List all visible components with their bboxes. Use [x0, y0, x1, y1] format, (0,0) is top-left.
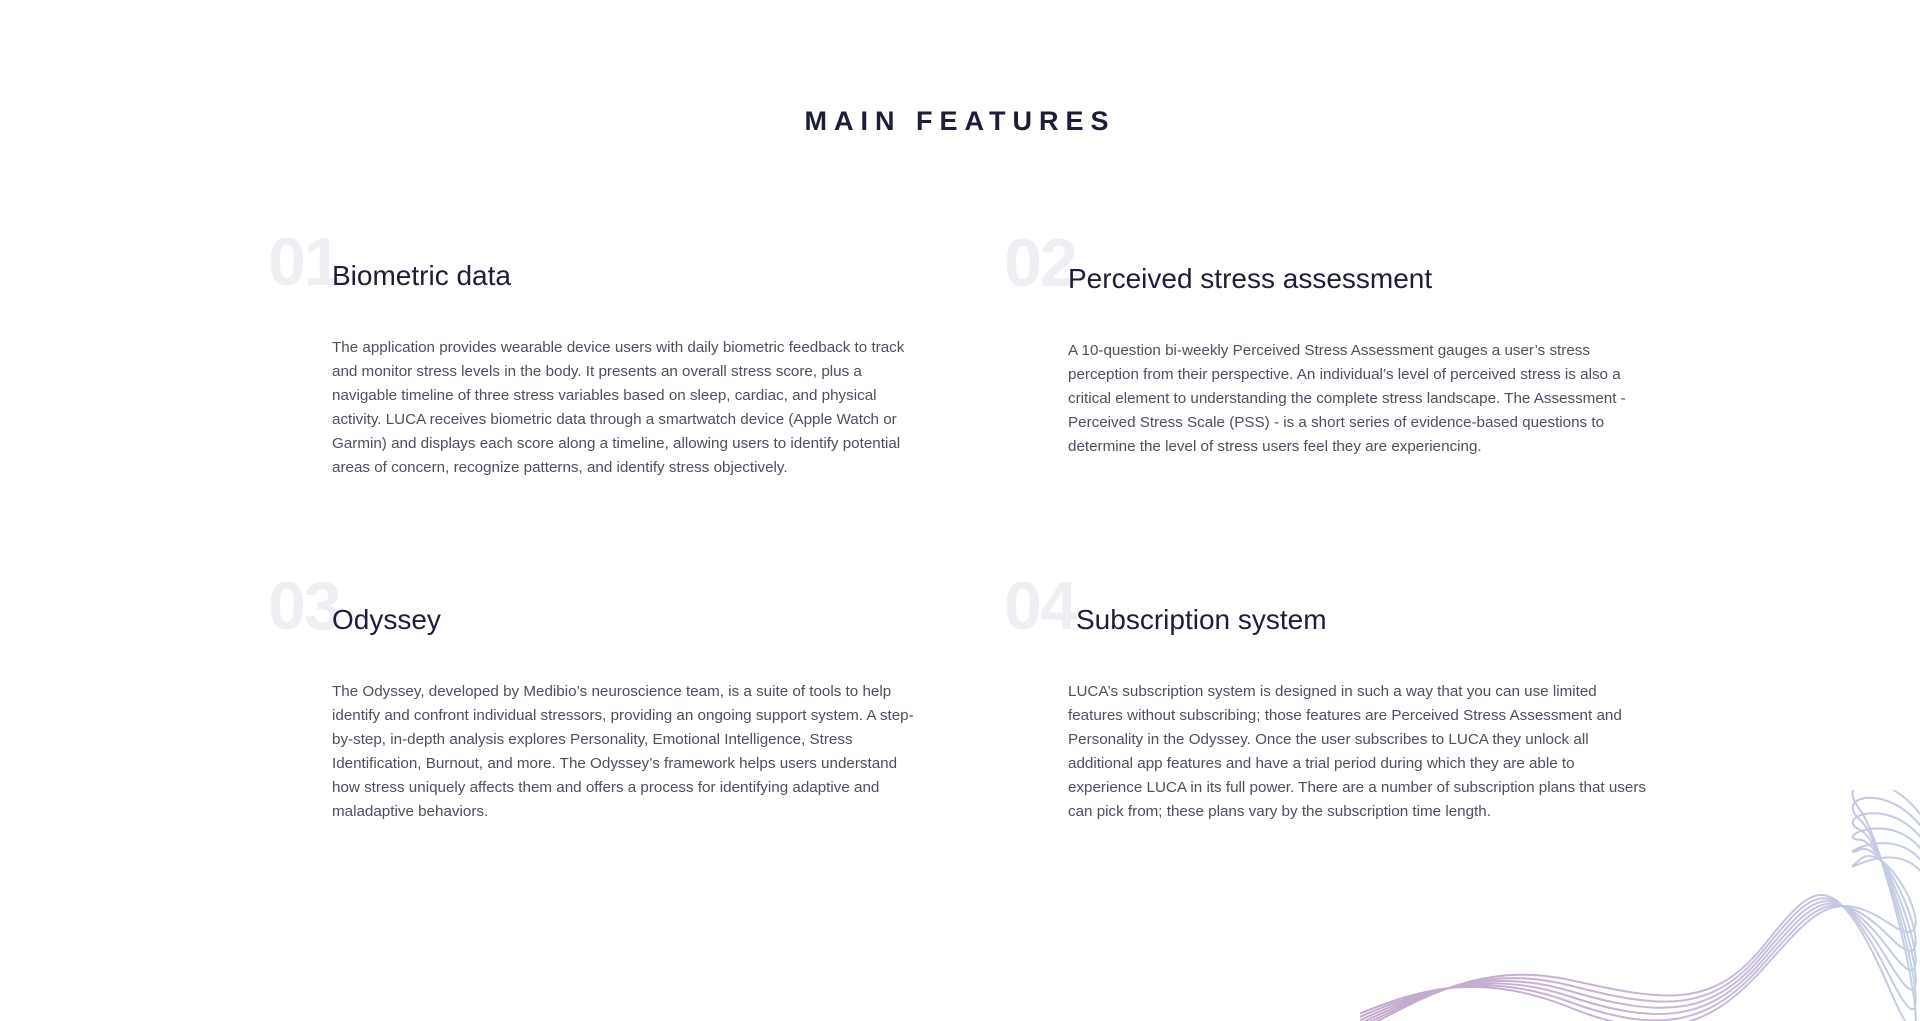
feature-number: 04 — [1004, 568, 1076, 644]
feature-perceived-stress-assessment — [1004, 225, 1626, 529]
feature-odyssey — [268, 568, 914, 872]
feature-number: 03 — [268, 568, 340, 644]
feature-description: The application provides wearable device users with daily biometric feedback to track and monitor stress levels in the body. It presents an overall stress score, plus a navigable timeline of three stress variables based on sleep, cardiac, and physical activity. LUCA receives biometric data through a smartwatch device (Apple Watch or Garmin) and displays each score along a timeline, allowing users to identify potential areas of concern, recognize patterns, and identify stress objectively. — [332, 339, 905, 476]
feature-biometric-data — [268, 224, 905, 528]
feature-title: Odyssey — [332, 604, 441, 635]
wave-lines — [1360, 790, 1920, 1021]
feature-title: Perceived stress assessment — [1068, 263, 1433, 294]
feature-title: Biometric data — [332, 260, 511, 291]
feature-title: Subscription system — [1076, 604, 1327, 635]
wave-line — [1360, 828, 1920, 1020]
feature-description: The Odyssey, developed by Medibio’s neuroscience team, is a suite of tools to help identify and confront individual stressors, providing an ongoing support system. A step-by-step, in-depth analysis explores Personality, Emotional Intelligence, Stress Identification, Burnout, and more. The Odyssey’s framework helps users understand how stress uniquely affects them and offers a process for identifying adaptive and maladaptive behaviors. — [332, 683, 914, 820]
wave-line — [1360, 798, 1920, 1021]
wave-line — [1360, 856, 1920, 1021]
wave-lines-decoration — [1330, 790, 1920, 1021]
feature-number: 02 — [1004, 225, 1076, 301]
section-title: MAIN FEATURES — [804, 106, 1116, 136]
feature-description: LUCA’s subscription system is designed in such a way that you can use limited features without subscribing; those features are Perceived Stress Assessment and Personality in the Odyssey. Once the user subscribes to LUCA they unlock all additional app features and have a trial period during which they are able to experience LUCA in its full power. There are a number of subscription plans that users can pick from; these plans vary by the subscription time length. — [1068, 683, 1646, 820]
feature-number: 01 — [268, 224, 340, 300]
feature-description: A 10-question bi-weekly Perceived Stress Assessment gauges a user’s stress perception from their perspective. An individual’s level of perceived stress is also a critical element to understanding the complete stress landscape. The Assessment - Perceived Stress Scale (PSS) - is a short series of evidence-based questions to determine the level of stress users feel they are experiencing. — [1068, 342, 1626, 455]
